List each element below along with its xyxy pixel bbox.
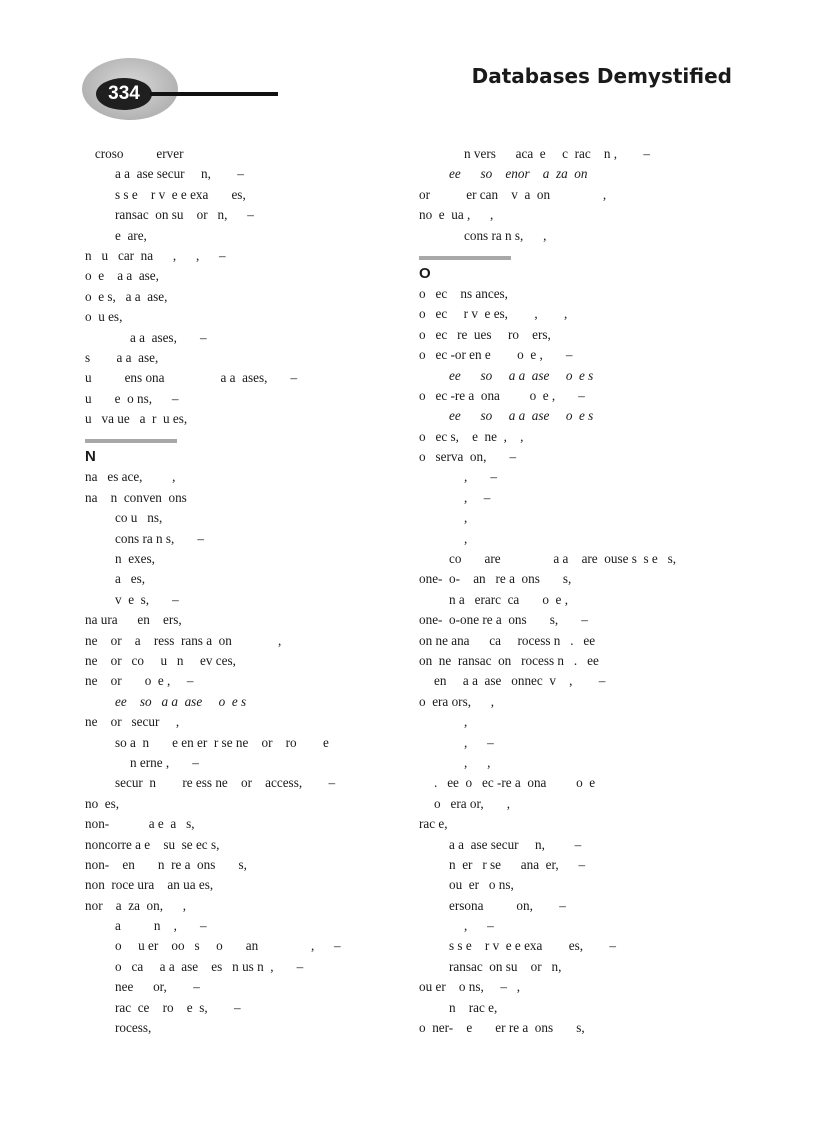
- index-entry: o ec ns ances,: [419, 285, 508, 301]
- index-entry: na es ace, ,: [85, 469, 176, 485]
- index-entry: a a ase secur n, –: [449, 836, 582, 852]
- index-entry: o era ors, ,: [419, 693, 495, 709]
- index-right-column: [419, 144, 749, 1038]
- index-entry: n rac e,: [449, 999, 498, 1015]
- index-entry: n erne , –: [130, 754, 199, 770]
- index-entries-n-cont: [419, 144, 749, 246]
- index-entry: non- a e a s,: [85, 816, 195, 832]
- index-entry: co u ns,: [115, 510, 163, 526]
- index-entry: croso erver: [85, 146, 184, 161]
- index-entry: nor a za on, ,: [85, 897, 187, 913]
- index-entry: cons ra n s, ,: [464, 227, 547, 243]
- section-letter-n: N: [85, 448, 96, 466]
- index-entry: ,: [464, 530, 468, 546]
- index-entry: u va ue a r u es,: [85, 411, 188, 427]
- index-entry: o era or, ,: [434, 795, 511, 811]
- index-entry: non roce ura an ua es,: [85, 877, 214, 893]
- index-entry: o serva on, –: [419, 449, 517, 465]
- index-entry: a es,: [115, 571, 146, 587]
- index-entry: rac e,: [419, 816, 448, 832]
- index-entry: ne or secur ,: [85, 714, 180, 730]
- index-entry: , –: [464, 489, 491, 505]
- index-entry: en a a ase onnec v , –: [434, 673, 606, 689]
- index-entry: ou er o ns, – ,: [419, 979, 521, 995]
- index-entry: n exes,: [115, 551, 155, 567]
- index-entry: no es,: [85, 795, 120, 811]
- index-entry: ee so a a ase o e s: [449, 408, 594, 424]
- page-header: [0, 0, 816, 130]
- index-entry: . ee o ec -re a ona o e: [434, 775, 596, 791]
- index-entry: ransac on su or n, –: [115, 207, 254, 223]
- index-entry: n er r se ana er, –: [449, 856, 586, 872]
- index-entry: n a erarc ca o e ,: [449, 591, 568, 607]
- index-entry: secur n re ess ne or access, –: [115, 775, 336, 791]
- index-entry: o ec s, e ne , ,: [419, 428, 524, 444]
- index-entry: one- o-one re a ons s, –: [419, 612, 588, 628]
- index-entry: a a ases, –: [130, 329, 207, 345]
- index-entry: e are,: [115, 227, 147, 243]
- index-entry: rac ce ro e s, –: [115, 999, 241, 1015]
- index-entry: o u es,: [85, 309, 123, 325]
- index-entry: ne or a ress rans a on ,: [85, 632, 282, 648]
- book-title: Databases Demystified: [471, 64, 732, 88]
- index-entries-m: [85, 144, 415, 429]
- index-entry: ee so a a ase o e s: [115, 693, 247, 709]
- index-entry: ,: [464, 714, 468, 730]
- index-entry: ou er o ns,: [449, 877, 514, 893]
- index-entry: u ens ona a a ases, –: [85, 370, 298, 386]
- index-entry: o ec r v e es, , ,: [419, 306, 568, 322]
- index-entry: or er can v a on ,: [419, 186, 607, 202]
- index-entry: no e ua , ,: [419, 207, 494, 223]
- index-entry: cons ra n s, –: [115, 530, 205, 546]
- header-rule: [150, 92, 278, 96]
- index-entry: ee so enor a za on: [449, 166, 588, 182]
- index-entry: on ne ana ca rocess n . ee: [419, 632, 596, 648]
- index-entry: n u car na , , –: [85, 247, 226, 263]
- index-entry: o e a a ase,: [85, 268, 159, 284]
- index-entry: o ca a a ase es n us n , –: [115, 958, 304, 974]
- index-entry: s s e r v e e exa es, –: [449, 938, 617, 954]
- index-entry: o ec re ues ro ers,: [419, 326, 551, 342]
- index-entry: o u er oo s o an , –: [115, 938, 341, 954]
- index-entry: v e s, –: [115, 591, 179, 607]
- index-entry: o ner- e er re a ons s,: [419, 1020, 585, 1036]
- index-entry: , –: [464, 469, 497, 485]
- section-divider: [419, 256, 511, 260]
- index-entry: , –: [464, 734, 494, 750]
- index-entry: one- o- an re a ons s,: [419, 571, 572, 587]
- index-entry: on ne ransac on rocess n . ee: [419, 652, 599, 668]
- index-entry: na ura en ers,: [85, 612, 182, 628]
- page-number: 334: [108, 83, 140, 104]
- section-divider: [85, 439, 177, 443]
- index-entry: ee so a a ase o e s: [449, 367, 594, 383]
- index-entry: n vers aca e c rac n , –: [464, 146, 651, 161]
- section-letter-o: O: [419, 264, 431, 282]
- index-entry: , ,: [464, 754, 491, 770]
- index-entry: non- en n re a ons s,: [85, 856, 247, 872]
- index-entry: o ec -re a ona o e , –: [419, 387, 585, 403]
- index-left-column: [85, 144, 415, 1038]
- index-entry: s a a ase,: [85, 349, 159, 365]
- index-entry: ne or o e , –: [85, 673, 194, 689]
- index-entry: na n conven ons: [85, 489, 187, 505]
- index-entry: a n , –: [115, 918, 207, 934]
- index-entries-o: [419, 284, 749, 1038]
- index-entry: o e s, a a ase,: [85, 288, 168, 304]
- index-entry: a a ase secur n, –: [115, 166, 244, 182]
- index-entry: u e o ns, –: [85, 390, 179, 406]
- index-entry: noncorre a e su se ec s,: [85, 836, 220, 852]
- index-entries-n: [85, 467, 415, 1038]
- index-entry: ne or co u n ev ces,: [85, 652, 236, 668]
- index-entry: s s e r v e e exa es,: [115, 186, 246, 202]
- index-entry: o ec -or en e o e , –: [419, 347, 573, 363]
- index-entry: ,: [464, 510, 468, 526]
- index-entry: ersona on, –: [449, 897, 566, 913]
- index-entry: nee or, –: [115, 979, 200, 995]
- index-entry: so a n e en er r se ne or ro e: [115, 734, 329, 750]
- index-entry: rocess,: [115, 1020, 152, 1036]
- index-entry: co are a a are ouse s s e s,: [449, 551, 677, 567]
- index-entry: ransac on su or n,: [449, 958, 562, 974]
- index-entry: , –: [464, 918, 494, 934]
